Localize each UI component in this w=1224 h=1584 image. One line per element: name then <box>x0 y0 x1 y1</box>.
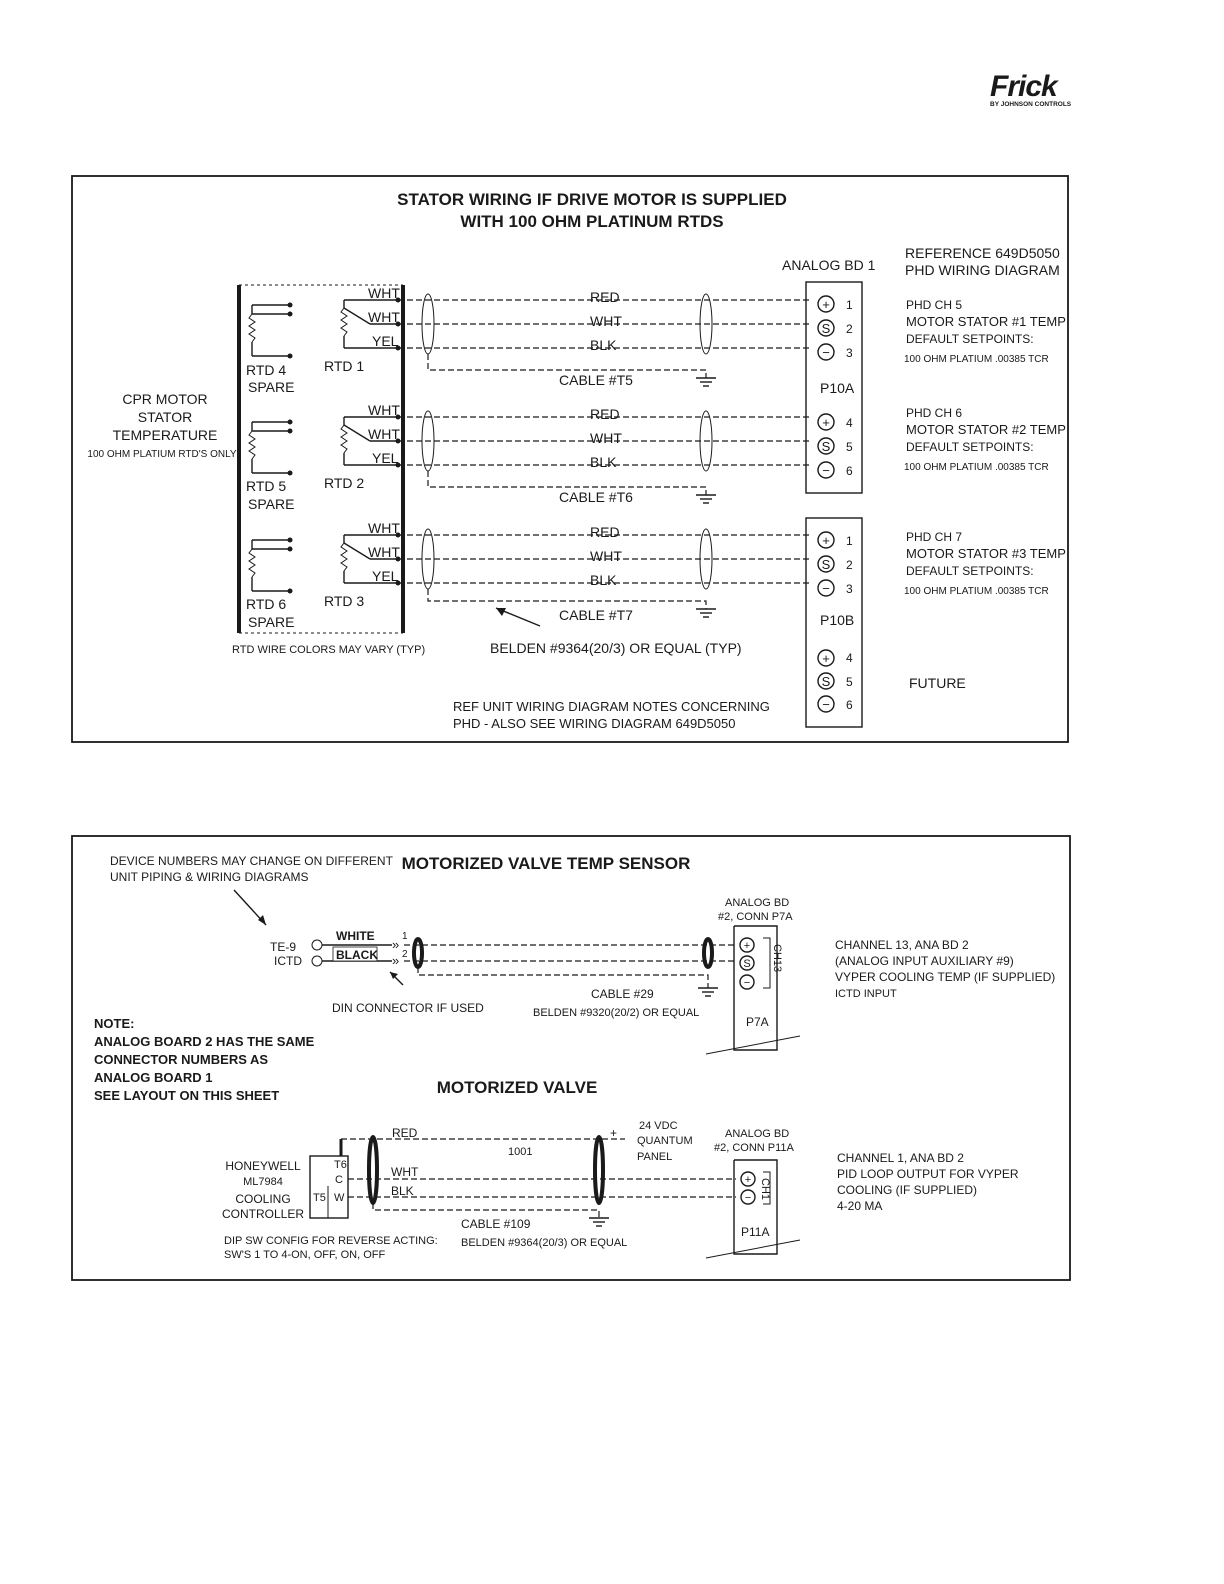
ictd-label: ICTD <box>274 954 302 968</box>
ch1-desc-2: PID LOOP OUTPUT FOR VYPER <box>837 1167 1019 1181</box>
rtd5-spare: SPARE <box>248 496 295 512</box>
future-label: FUTURE <box>909 675 966 691</box>
note-line4: ANALOG BOARD 1 <box>94 1070 213 1085</box>
future-terminals <box>818 650 853 712</box>
ch1-desc-1: CHANNEL 1, ANA BD 2 <box>837 1151 964 1165</box>
g1-mid-wht: WHT <box>590 313 622 329</box>
ch13-label: CH13 <box>771 944 783 973</box>
motor-label-3: TEMPERATURE <box>112 427 218 443</box>
vdc-plus: + <box>610 1126 618 1140</box>
wire-black: BLACK <box>336 948 378 962</box>
vdc-line3: PANEL <box>637 1151 673 1163</box>
din-chevron-2: » <box>392 953 400 968</box>
g2-sym-minus: − <box>822 463 830 478</box>
rtd3-label: RTD 3 <box>324 593 365 609</box>
g1-sym-s: S <box>821 321 831 336</box>
sensor-title: MOTORIZED VALVE TEMP SENSOR <box>401 854 691 873</box>
rtd4-label: RTD 4 <box>246 362 287 378</box>
g3-term-3: 3 <box>846 582 853 596</box>
term-t6: T6 <box>334 1159 347 1171</box>
honeywell-1: HONEYWELL <box>225 1159 301 1173</box>
g3-ch: PHD CH 7 <box>906 530 963 544</box>
p7a-sym-minus: − <box>743 977 751 989</box>
vdc-line2: QUANTUM <box>637 1135 693 1147</box>
g2-desc: MOTOR STATOR #2 TEMP <box>906 422 1066 437</box>
motor-note: 100 OHM PLATIUM RTD'S ONLY <box>87 449 237 460</box>
g2-sym-plus: + <box>822 415 830 430</box>
g2-wire-yel: YEL <box>372 450 399 466</box>
p10b-label: P10B <box>820 612 855 628</box>
wire-wht: WHT <box>391 1165 419 1179</box>
p7a-analog-line1: ANALOG BD <box>725 897 790 909</box>
ch13-desc-1: CHANNEL 13, ANA BD 2 <box>835 938 969 952</box>
g3-sym-minus: − <box>822 581 830 596</box>
stator-title-line1: STATOR WIRING IF DRIVE MOTOR IS SUPPLIED <box>397 190 787 209</box>
device-note-line1: DEVICE NUMBERS MAY CHANGE ON DIFFERENT <box>110 854 393 868</box>
future-term-5: 5 <box>846 675 853 689</box>
g3-mid-red: RED <box>590 524 620 540</box>
ch1-label: CH1 <box>759 1178 771 1201</box>
p10a-label: P10A <box>820 380 855 396</box>
g2-wire-wht2: WHT <box>368 426 400 442</box>
p11a-label: P11A <box>741 1225 770 1239</box>
wire-white: WHITE <box>336 929 375 943</box>
valve-title: MOTORIZED VALVE <box>436 1078 598 1097</box>
belden-note: BELDEN #9364(20/3) OR EQUAL (TYP) <box>490 640 742 656</box>
g2-sym-s: S <box>821 439 831 454</box>
motor-label-2: STATOR <box>137 409 193 425</box>
ref-note-line2: PHD - ALSO SEE WIRING DIAGRAM 649D5050 <box>453 716 736 731</box>
cable-t7: CABLE #T7 <box>559 607 633 623</box>
p11a-base <box>706 1240 800 1258</box>
g3-mid-blk: BLK <box>590 572 617 588</box>
g3-wire-yel: YEL <box>372 568 399 584</box>
honeywell-2: ML7984 <box>243 1176 283 1188</box>
g3-wire-wht1: WHT <box>368 520 400 536</box>
note-line1: NOTE: <box>94 1016 135 1031</box>
g1-ch: PHD CH 5 <box>906 298 963 312</box>
pin-1: 1 <box>402 931 408 942</box>
g1-sp: DEFAULT SETPOINTS: <box>906 332 1034 346</box>
g2-sp: DEFAULT SETPOINTS: <box>906 440 1034 454</box>
note-line3: CONNECTOR NUMBERS AS <box>94 1052 269 1067</box>
p7a-label: P7A <box>746 1015 769 1029</box>
ch1-desc-4: 4-20 MA <box>837 1199 883 1213</box>
note-line2: ANALOG BOARD 2 HAS THE SAME <box>94 1034 315 1049</box>
g2-mid-wht: WHT <box>590 430 622 446</box>
cable109-shield-left <box>369 1137 377 1203</box>
stator-ref-line1: REFERENCE 649D5050 <box>905 245 1060 261</box>
g1-term-2: 2 <box>846 322 853 336</box>
dip-line1: DIP SW CONFIG FOR REVERSE ACTING: <box>224 1235 438 1247</box>
p11a-analog-line1: ANALOG BD <box>725 1128 790 1140</box>
cable29-label: CABLE #29 <box>591 987 654 1001</box>
stator-group-1 <box>246 285 1066 395</box>
g2-term-5: 5 <box>846 440 853 454</box>
g2-wire-wht1: WHT <box>368 402 400 418</box>
wire-1001: 1001 <box>508 1146 533 1158</box>
g1-mid-blk: BLK <box>590 337 617 353</box>
g3-term-1: 1 <box>846 534 853 548</box>
ch13-desc-3: VYPER COOLING TEMP (IF SUPPLIED) <box>835 970 1056 984</box>
te9-label: TE-9 <box>270 940 297 954</box>
future-sym-minus: − <box>822 697 830 712</box>
rtd4-spare: SPARE <box>248 379 295 395</box>
p7a-base <box>706 1036 800 1054</box>
p11a-box <box>734 1160 777 1254</box>
g1-term-1: 1 <box>846 298 853 312</box>
p11a-analog-line2: #2, CONN P11A <box>714 1142 794 1154</box>
term-t5: T5 <box>313 1192 326 1204</box>
g2-mid-blk: BLK <box>590 454 617 470</box>
cable-t6: CABLE #T6 <box>559 489 633 505</box>
g1-mid-red: RED <box>590 289 620 305</box>
ch13-desc-4: ICTD INPUT <box>835 988 897 1000</box>
g3-wire-wht2: WHT <box>368 544 400 560</box>
rtd2-label: RTD 2 <box>324 475 365 491</box>
g2-term-4: 4 <box>846 416 853 430</box>
term-c: C <box>335 1174 343 1186</box>
cable29-shield-right <box>704 939 712 967</box>
cable109-label: CABLE #109 <box>461 1217 531 1231</box>
g2-mid-red: RED <box>590 406 620 422</box>
g2-term-6: 6 <box>846 464 853 478</box>
belden9364-label: BELDEN #9364(20/3) OR EQUAL <box>461 1237 628 1249</box>
sensor-terminal-2 <box>312 956 322 966</box>
honeywell-3: COOLING <box>235 1192 291 1206</box>
g1-wire-yel: YEL <box>372 333 399 349</box>
g3-sym-plus: + <box>822 533 830 548</box>
g1-wire-wht1: WHT <box>368 285 400 301</box>
g3-mid-wht: WHT <box>590 548 622 564</box>
rtd6-spare: SPARE <box>248 614 295 630</box>
ref-note-line1: REF UNIT WIRING DIAGRAM NOTES CONCERNING <box>453 699 770 714</box>
p11a-sym-minus: − <box>744 1192 752 1204</box>
ch1-desc-3: COOLING (IF SUPPLIED) <box>837 1183 978 1197</box>
g1-sym-plus: + <box>822 297 830 312</box>
g1-wire-wht2: WHT <box>368 309 400 325</box>
future-sym-plus: + <box>822 651 830 666</box>
wire-blk: BLK <box>391 1184 414 1198</box>
g3-sym-s: S <box>821 557 831 572</box>
g3-desc: MOTOR STATOR #3 TEMP <box>906 546 1066 561</box>
rtd6-label: RTD 6 <box>246 596 287 612</box>
device-note-line2: UNIT PIPING & WIRING DIAGRAMS <box>110 870 309 884</box>
g3-sp: DEFAULT SETPOINTS: <box>906 564 1034 578</box>
sensor-terminal-1 <box>312 940 322 950</box>
vdc-line1: 24 VDC <box>639 1120 678 1132</box>
p11a-sym-plus: + <box>744 1174 752 1186</box>
frick-logo <box>990 70 1072 108</box>
stator-group-2 <box>246 402 1066 512</box>
g1-sym-minus: − <box>822 345 830 360</box>
rtd5-label: RTD 5 <box>246 478 287 494</box>
wire-red: RED <box>392 1126 418 1140</box>
g3-term-2: 2 <box>846 558 853 572</box>
stator-title-line2: WITH 100 OHM PLATINUM RTDS <box>460 212 724 231</box>
p7a-sym-plus: + <box>743 940 751 952</box>
logo-sub: BY JOHNSON CONTROLS <box>990 101 1072 108</box>
cable-t5: CABLE #T5 <box>559 372 633 388</box>
honeywell-4: CONTROLLER <box>221 1207 305 1221</box>
future-term-4: 4 <box>846 651 853 665</box>
cable109-shield-right <box>595 1137 603 1203</box>
g3-tcr: 100 OHM PLATIUM .00385 TCR <box>904 586 1049 597</box>
analog-bd1-label: ANALOG BD 1 <box>782 257 876 273</box>
future-term-6: 6 <box>846 698 853 712</box>
note-line5: SEE LAYOUT ON THIS SHEET <box>94 1088 280 1103</box>
g1-term-3: 3 <box>846 346 853 360</box>
rtd1-label: RTD 1 <box>324 358 365 374</box>
motor-label-1: CPR MOTOR <box>122 391 208 407</box>
rtd-colors-note: RTD WIRE COLORS MAY VARY (TYP) <box>232 644 426 656</box>
din-note: DIN CONNECTOR IF USED <box>332 1001 484 1015</box>
p7a-analog-line2: #2, CONN P7A <box>718 911 793 923</box>
belden9320-label: BELDEN #9320(20/2) OR EQUAL <box>533 1007 700 1019</box>
g1-tcr: 100 OHM PLATIUM .00385 TCR <box>904 354 1049 365</box>
p7a-sym-s: S <box>743 958 751 970</box>
stator-ref-line2: PHD WIRING DIAGRAM <box>905 262 1060 278</box>
ch13-desc-2: (ANALOG INPUT AUXILIARY #9) <box>835 954 1014 968</box>
din-chevron-1: » <box>392 937 400 952</box>
logo-brand: Frick <box>990 70 1057 103</box>
g2-ch: PHD CH 6 <box>906 406 963 420</box>
dip-line2: SW'S 1 TO 4-ON, OFF, ON, OFF <box>224 1249 386 1261</box>
cable29-shield-left <box>414 939 422 967</box>
pin-2: 2 <box>402 949 408 960</box>
future-sym-s: S <box>821 674 831 689</box>
g1-desc: MOTOR STATOR #1 TEMP <box>906 314 1066 329</box>
term-w: W <box>334 1192 345 1204</box>
g2-tcr: 100 OHM PLATIUM .00385 TCR <box>904 462 1049 473</box>
stator-group-3 <box>246 520 1066 630</box>
